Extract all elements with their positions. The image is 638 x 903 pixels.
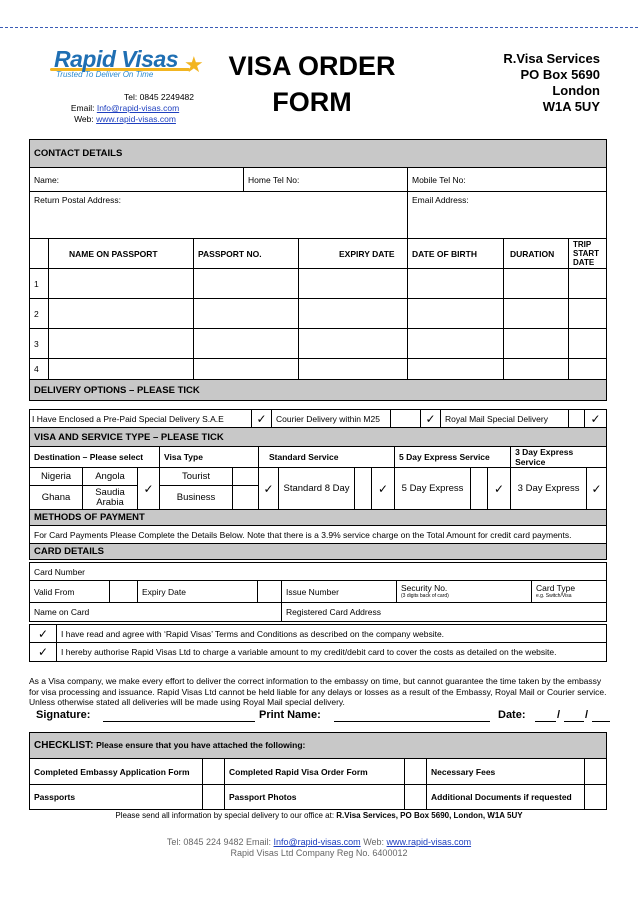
- disclaimer: As a Visa company, we make every effort to deliver the correct information to the embassy on time, but cannot guarantee the time taken by the embassy for visa processing and issuance. Rapid Visas Ltd cannot be held liable for any delays or losses as a result of the Embassy, Royal Mail or Courier service. Unless otherwise stated all deliveries will be made using Royal Mail special delivery.: [29, 676, 607, 707]
- logo: [50, 46, 204, 82]
- cell[interactable]: [504, 359, 569, 380]
- visa-type-tourist[interactable]: Tourist: [160, 468, 233, 486]
- footer-tel: Tel: 0845 224 9482: [166, 837, 246, 847]
- cell: [391, 410, 421, 428]
- footer-email-label: Email:: [246, 837, 274, 847]
- col-expiry-date: EXPIRY DATE: [299, 239, 408, 269]
- cell[interactable]: [299, 269, 408, 299]
- check-icon[interactable]: ✓: [585, 410, 607, 428]
- office-note: [0, 811, 638, 820]
- cell[interactable]: [408, 359, 504, 380]
- delivery-opt-courier-label: Courier Delivery within M25: [272, 410, 391, 428]
- office-note-prefix: Please send all information by special delivery to our office at:: [115, 811, 337, 820]
- check-icon[interactable]: ✓: [30, 625, 57, 643]
- check-icon[interactable]: ✓: [372, 468, 395, 510]
- cell[interactable]: [569, 329, 607, 359]
- checklist-item-fees: Necessary Fees: [427, 759, 585, 785]
- security-no-label: Security No.: [401, 583, 448, 593]
- cell[interactable]: [49, 299, 194, 329]
- col-name-on-passport: NAME ON PASSPORT: [49, 239, 194, 269]
- contact-details-table: [29, 139, 607, 401]
- security-no-cell[interactable]: [397, 581, 532, 603]
- table-row: [30, 299, 607, 329]
- print-name-line[interactable]: [334, 721, 490, 722]
- expiry-date-label: Expiry Date: [138, 581, 258, 603]
- checklist-table: [29, 732, 607, 810]
- agreements-table: [29, 624, 607, 662]
- standard-service-option[interactable]: Standard 8 Day: [279, 468, 355, 510]
- security-no-hint: (3 digits back of card): [401, 593, 449, 599]
- form-title: [212, 48, 412, 120]
- footer-web-label: Web:: [360, 837, 387, 847]
- cell[interactable]: [49, 329, 194, 359]
- visa-service-section-title: VISA AND SERVICE TYPE – PLEASE TICK: [30, 428, 607, 447]
- form-title-line1: VISA ORDER: [228, 51, 396, 81]
- row-number: 1: [30, 269, 49, 299]
- cell[interactable]: [408, 269, 504, 299]
- expiry-date-field[interactable]: [258, 581, 282, 603]
- header-contact: [50, 92, 200, 125]
- checklist-box[interactable]: [585, 785, 607, 810]
- address-line: PO Box 5690: [520, 67, 600, 82]
- dest-saudi-arabia[interactable]: Saudia Arabia: [83, 486, 138, 510]
- cell[interactable]: [504, 269, 569, 299]
- date-label: Date:: [498, 709, 526, 721]
- header-web-label: Web:: [74, 114, 97, 124]
- check-icon[interactable]: ✓: [138, 468, 160, 510]
- cell[interactable]: [194, 299, 299, 329]
- cell[interactable]: [408, 299, 504, 329]
- col-3day-express: 3 Day Express Service: [511, 447, 607, 468]
- header-web-line: [50, 114, 200, 125]
- cell: [355, 468, 372, 510]
- date-month-line[interactable]: [564, 721, 584, 722]
- card-type-hint: e.g. Switch/Visa: [536, 593, 572, 599]
- authorise-agreement-text: I hereby authorise Rapid Visas Ltd to charge a variable amount to my credit/debit card to cover the costs as detailed on the website.: [57, 643, 607, 662]
- visa-type-business[interactable]: Business: [160, 486, 233, 510]
- delivery-opt-royal-mail-label: Royal Mail Special Delivery: [441, 410, 569, 428]
- card-number-field[interactable]: Card Number: [30, 563, 607, 581]
- checklist-title: CHECKLIST:: [34, 740, 94, 751]
- valid-from-field[interactable]: [110, 581, 138, 603]
- cell[interactable]: [194, 359, 299, 380]
- header-email-label: Email:: [70, 103, 97, 113]
- checklist-item-order-form: Completed Rapid Visa Order Form: [225, 759, 405, 785]
- date-slash: /: [557, 709, 561, 721]
- col-visa-type: Visa Type: [160, 447, 259, 468]
- check-icon[interactable]: ✓: [488, 468, 511, 510]
- cell[interactable]: [569, 359, 607, 380]
- footer-web-link[interactable]: www.rapid-visas.com: [386, 837, 472, 847]
- checklist-item-embassy-form: Completed Embassy Application Form: [30, 759, 203, 785]
- logo-name: Rapid Visas: [54, 46, 179, 72]
- issue-number-label[interactable]: Issue Number: [282, 581, 397, 603]
- cell[interactable]: [408, 329, 504, 359]
- footer-company: Rapid Visas Ltd Company Reg No. 6400012: [230, 848, 408, 858]
- office-note-address: R.Visa Services, PO Box 5690, London, W1A 5UY: [336, 811, 523, 820]
- cell[interactable]: [504, 299, 569, 329]
- checklist-item-photos: Passport Photos: [225, 785, 405, 810]
- delivery-options-table: [29, 409, 607, 447]
- address-line: W1A 5UY: [542, 99, 600, 114]
- cell[interactable]: [299, 359, 408, 380]
- checklist-box[interactable]: [585, 759, 607, 785]
- return-address-field[interactable]: Return Postal Address:: [30, 192, 408, 239]
- footer-email-link[interactable]: Info@rapid-visas.com: [273, 837, 361, 847]
- office-address: [503, 51, 600, 115]
- print-name-label: Print Name:: [259, 709, 321, 721]
- header-email-link[interactable]: Info@rapid-visas.com: [96, 103, 180, 113]
- col-standard-service: Standard Service: [259, 447, 395, 468]
- checklist-box[interactable]: [405, 785, 427, 810]
- cell[interactable]: [504, 329, 569, 359]
- cell[interactable]: [233, 486, 259, 510]
- card-details-table: [29, 562, 607, 622]
- visa-service-table: [29, 446, 607, 560]
- payment-note: For Card Payments Please Complete the Details Below. Note that there is a 3.9% service charge on the Total Amount for credit card payments.: [30, 526, 607, 544]
- name-field[interactable]: Name:: [30, 168, 244, 192]
- terms-agreement-text: I have read and agree with ‘Rapid Visas’ Terms and Conditions as described on the company website.: [57, 625, 607, 643]
- dest-angola[interactable]: Angola: [83, 468, 138, 486]
- checklist-item-additional: Additional Documents if requested: [427, 785, 585, 810]
- row-number: 4: [30, 359, 49, 380]
- delivery-opt-prepaid-label: I Have Enclosed a Pre-Paid Special Delivery S.A.E: [30, 410, 252, 428]
- cell[interactable]: [299, 329, 408, 359]
- table-row: [30, 269, 607, 299]
- top-divider: [0, 27, 638, 28]
- 3day-express-option[interactable]: 3 Day Express: [511, 468, 587, 510]
- contact-section-title: CONTACT DETAILS: [30, 140, 607, 168]
- cell[interactable]: [569, 299, 607, 329]
- cell[interactable]: [194, 269, 299, 299]
- check-icon[interactable]: ✓: [421, 410, 441, 428]
- cell[interactable]: [49, 269, 194, 299]
- col-duration: DURATION: [504, 239, 569, 269]
- col-destination: Destination – Please select: [30, 447, 160, 468]
- cell[interactable]: [569, 269, 607, 299]
- dest-nigeria[interactable]: Nigeria: [30, 468, 83, 486]
- delivery-section-title: DELIVERY OPTIONS – PLEASE TICK: [30, 380, 607, 401]
- cell[interactable]: [194, 329, 299, 359]
- mobile-tel-field[interactable]: Mobile Tel No:: [408, 168, 607, 192]
- check-icon[interactable]: ✓: [252, 410, 272, 428]
- checklist-item-passports: Passports: [30, 785, 203, 810]
- card-section-title: CARD DETAILS: [30, 544, 607, 560]
- checklist-subtitle: Please ensure that you have attached the following:: [96, 740, 306, 750]
- row-number-header: [30, 239, 49, 269]
- form-title-line2: FORM: [272, 87, 352, 117]
- col-trip-start-date: TRIP START DATE: [569, 239, 607, 269]
- home-tel-field[interactable]: Home Tel No:: [244, 168, 408, 192]
- footer: [0, 837, 638, 859]
- card-type-cell[interactable]: [532, 581, 607, 603]
- date-day-line[interactable]: [535, 721, 556, 722]
- footer-contact-line: [0, 837, 638, 848]
- header-web-link[interactable]: www.rapid-visas.com: [96, 114, 176, 124]
- cell[interactable]: [49, 359, 194, 380]
- col-passport-no: PASSPORT NO.: [194, 239, 299, 269]
- header-email-line: [50, 103, 200, 114]
- col-5day-express: 5 Day Express Service: [395, 447, 511, 468]
- star-icon: ★: [184, 52, 204, 77]
- cell: [471, 468, 488, 510]
- address-line: R.Visa Services: [503, 51, 600, 66]
- cell[interactable]: [233, 468, 259, 486]
- logo-tagline: Trusted To Deliver On Time: [56, 70, 154, 79]
- card-type-label: Card Type: [536, 583, 576, 593]
- date-year-line[interactable]: [592, 721, 610, 722]
- table-row: [30, 329, 607, 359]
- checklist-header: [30, 733, 607, 759]
- cell: [569, 410, 585, 428]
- header-tel: Tel: 0845 2249482: [124, 92, 194, 102]
- valid-from-label: Valid From: [30, 581, 110, 603]
- checklist-box[interactable]: [405, 759, 427, 785]
- row-number: 2: [30, 299, 49, 329]
- date-slash: /: [585, 709, 589, 721]
- check-icon[interactable]: ✓: [587, 468, 607, 510]
- table-row: [30, 359, 607, 380]
- checklist-box[interactable]: [203, 759, 225, 785]
- signature-line[interactable]: [103, 721, 255, 722]
- dest-ghana[interactable]: Ghana: [30, 486, 83, 510]
- payment-section-title: METHODS OF PAYMENT: [30, 510, 607, 526]
- check-icon[interactable]: ✓: [259, 468, 279, 510]
- name-on-card-field[interactable]: Name on Card: [30, 603, 282, 622]
- registered-address-field[interactable]: Registered Card Address: [282, 603, 607, 622]
- signature-label: Signature:: [36, 709, 91, 721]
- col-date-of-birth: DATE OF BIRTH: [408, 239, 504, 269]
- checklist-box[interactable]: [203, 785, 225, 810]
- email-address-field[interactable]: Email Address:: [408, 192, 607, 239]
- address-line: London: [552, 83, 600, 98]
- row-number: 3: [30, 329, 49, 359]
- 5day-express-option[interactable]: 5 Day Express: [395, 468, 471, 510]
- check-icon[interactable]: ✓: [30, 643, 57, 662]
- cell[interactable]: [299, 299, 408, 329]
